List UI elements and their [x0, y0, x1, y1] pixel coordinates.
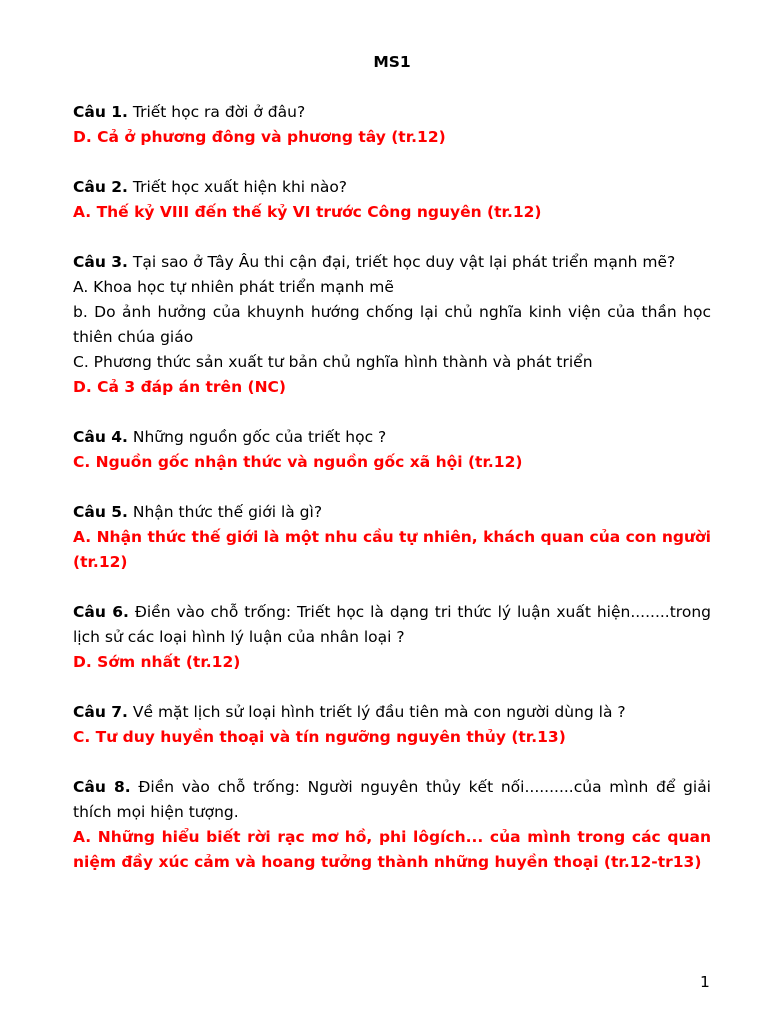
- question-2: [73, 175, 711, 225]
- question-prompt: Tại sao ở Tây Âu thi cận đại, triết học duy vật lại phát triển mạnh mẽ?: [127, 253, 676, 271]
- question-6: [73, 600, 711, 675]
- question-text: [73, 700, 711, 725]
- question-label: Câu 8.: [73, 778, 131, 796]
- question-text: [73, 600, 711, 650]
- answer-option: A. Khoa học tự nhiên phát triển mạnh mẽ: [73, 278, 394, 296]
- document-page: [73, 50, 711, 900]
- answer-text: A. Thế kỷ VIII đến thế kỷ VI trước Công nguyên (tr.12): [73, 203, 542, 221]
- question-text: [73, 500, 711, 525]
- question-text: [73, 175, 711, 200]
- question-label: Câu 5.: [73, 503, 128, 521]
- question-3: [73, 250, 711, 400]
- answer-text: D. Cả ở phương đông và phương tây (tr.12): [73, 128, 446, 146]
- question-prompt: Về mặt lịch sử loại hình triết lý đầu tiên mà con người dùng là ?: [127, 703, 626, 721]
- question-5: [73, 500, 711, 575]
- answer-option: b. Do ảnh hưởng của khuynh hướng chống lại chủ nghĩa kinh viện của thần học thiên chúa giáo: [73, 303, 711, 346]
- question-1: [73, 100, 711, 150]
- answer-text: C. Tư duy huyền thoại và tín ngưỡng nguyên thủy (tr.13): [73, 728, 566, 746]
- document-title: MS1: [373, 53, 411, 71]
- question-label: Câu 7.: [73, 703, 128, 721]
- question-8: [73, 775, 711, 875]
- page-number: 1: [700, 973, 710, 991]
- question-prompt: Điền vào chỗ trống: Người nguyên thủy kết nối..........của mình để giải thích mọi hiện tượng.: [73, 778, 711, 821]
- question-prompt: Triết học ra đời ở đâu?: [127, 103, 306, 121]
- answer-text: D. Sớm nhất (tr.12): [73, 653, 241, 671]
- question-label: Câu 4.: [73, 428, 128, 446]
- question-7: [73, 700, 711, 750]
- question-prompt: Triết học xuất hiện khi nào?: [127, 178, 348, 196]
- answer-option: C. Phương thức sản xuất tư bản chủ nghĩa hình thành và phát triển: [73, 353, 593, 371]
- answer-text: C. Nguồn gốc nhận thức và nguồn gốc xã hội (tr.12): [73, 453, 523, 471]
- question-label: Câu 1.: [73, 103, 128, 121]
- answer-text: A. Những hiểu biết rời rạc mơ hồ, phi lôgích... của mình trong các quan niệm đầy xúc cảm và hoang tưởng thành những huyền thoại (tr.12-tr13): [73, 828, 711, 871]
- question-prompt: Những nguồn gốc của triết học ?: [127, 428, 387, 446]
- question-prompt: Điền vào chỗ trống: Triết học là dạng tri thức lý luận xuất hiện........trong lịch sử các loại hình lý luận của nhân loại ?: [73, 603, 711, 646]
- question-4: [73, 425, 711, 475]
- question-prompt: Nhận thức thế giới là gì?: [127, 503, 323, 521]
- question-text: [73, 250, 711, 275]
- answer-text: D. Cả 3 đáp án trên (NC): [73, 378, 287, 396]
- question-label: Câu 2.: [73, 178, 128, 196]
- question-label: Câu 6.: [73, 603, 129, 621]
- question-text: [73, 775, 711, 825]
- question-text: [73, 100, 711, 125]
- answer-text: A. Nhận thức thế giới là một nhu cầu tự nhiên, khách quan của con người (tr.12): [73, 528, 711, 571]
- question-text: [73, 425, 711, 450]
- question-label: Câu 3.: [73, 253, 128, 271]
